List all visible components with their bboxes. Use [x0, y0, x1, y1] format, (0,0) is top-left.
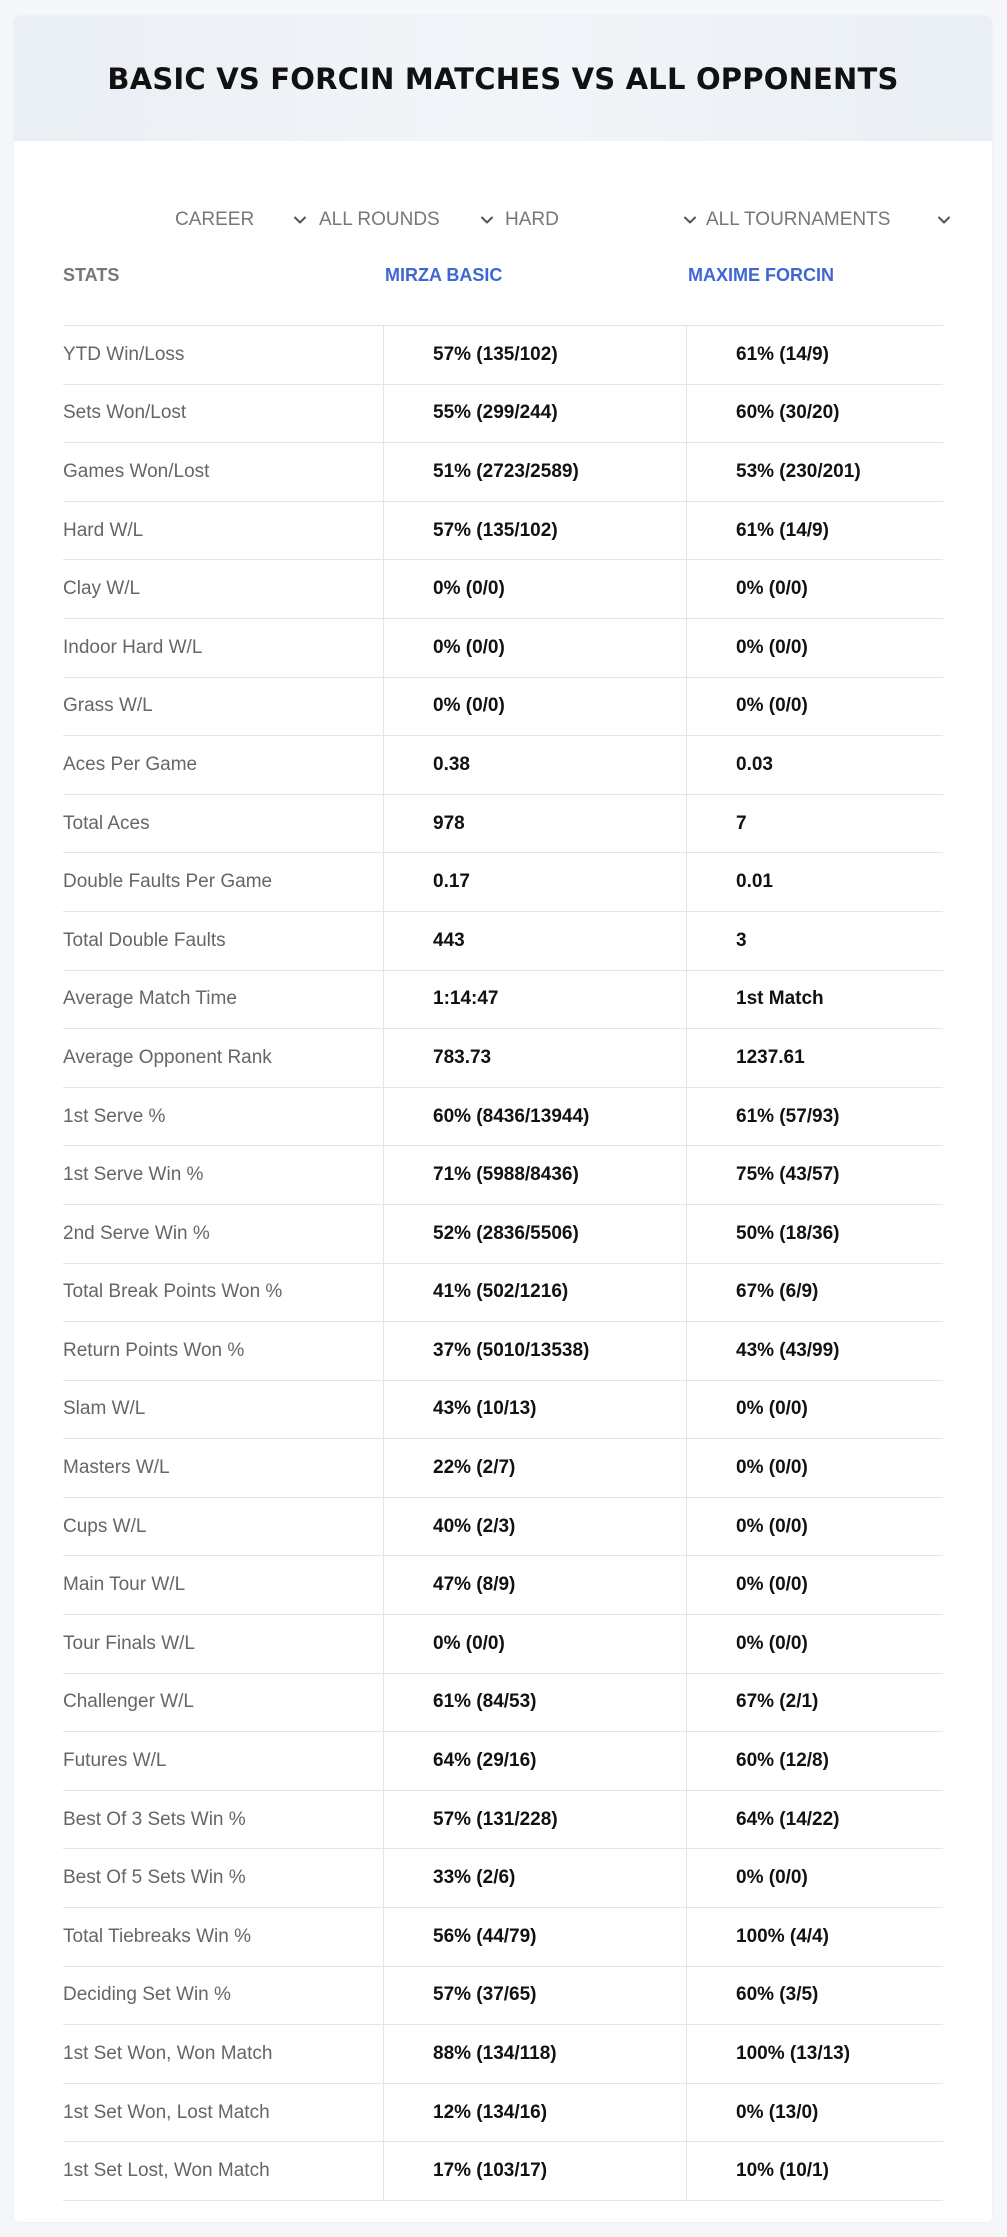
rounds-filter-dropdown[interactable]	[319, 192, 497, 248]
stat-label: 2nd Serve Win %	[63, 1222, 210, 1244]
player1-value: 978	[383, 795, 686, 853]
table-row	[63, 736, 943, 795]
player2-value: 67% (6/9)	[686, 1264, 943, 1322]
player1-value: 52% (2836/5506)	[383, 1205, 686, 1263]
table-row	[63, 1381, 943, 1440]
player2-value: 0% (0/0)	[686, 619, 943, 677]
player1-value: 12% (134/16)	[383, 2084, 686, 2142]
player2-value: 61% (57/93)	[686, 1088, 943, 1146]
player2-value: 67% (2/1)	[686, 1674, 943, 1732]
player1-value: 1:14:47	[383, 971, 686, 1029]
column-header-stats: STATS	[63, 265, 120, 285]
career-filter-label: CAREER	[175, 209, 255, 230]
table-body	[63, 326, 943, 2201]
player2-value: 0% (0/0)	[686, 1439, 943, 1497]
table-row	[63, 1674, 943, 1733]
player1-value: 40% (2/3)	[383, 1498, 686, 1556]
player2-value: 60% (30/20)	[686, 385, 943, 443]
player2-value: 100% (13/13)	[686, 2025, 943, 2083]
table-row	[63, 560, 943, 619]
table-row	[63, 502, 943, 561]
player1-value: 47% (8/9)	[383, 1556, 686, 1614]
stat-label: Masters W/L	[63, 1457, 170, 1479]
stat-label: Return Points Won %	[63, 1339, 245, 1361]
player1-value: 0% (0/0)	[383, 678, 686, 736]
player2-value: 100% (4/4)	[686, 1908, 943, 1966]
stat-label: YTD Win/Loss	[63, 343, 185, 365]
player1-value: 0% (0/0)	[383, 619, 686, 677]
stat-label: Best Of 5 Sets Win %	[63, 1867, 246, 1889]
column-header-player2[interactable]: MAXIME FORCIN	[688, 265, 834, 285]
player1-value: 56% (44/79)	[383, 1908, 686, 1966]
player1-value: 0.38	[383, 736, 686, 794]
player1-value: 57% (135/102)	[383, 502, 686, 560]
stat-label: 1st Set Won, Won Match	[63, 2043, 273, 2065]
player2-value: 10% (10/1)	[686, 2142, 943, 2200]
player2-value: 0% (0/0)	[686, 1556, 943, 1614]
player2-value: 50% (18/36)	[686, 1205, 943, 1263]
player1-value: 0% (0/0)	[383, 560, 686, 618]
chevron-down-icon	[936, 212, 952, 228]
filter-bar	[14, 192, 992, 248]
stat-label: Total Double Faults	[63, 929, 226, 951]
player1-value: 43% (10/13)	[383, 1381, 686, 1439]
player2-value: 75% (43/57)	[686, 1146, 943, 1204]
player2-value: 0.01	[686, 853, 943, 911]
table-row	[63, 795, 943, 854]
player1-value: 64% (29/16)	[383, 1732, 686, 1790]
player2-value: 53% (230/201)	[686, 443, 943, 501]
stat-label: Sets Won/Lost	[63, 402, 187, 424]
career-filter-dropdown[interactable]	[175, 192, 310, 248]
stat-label: Total Break Points Won %	[63, 1281, 283, 1303]
player1-value: 57% (37/65)	[383, 1967, 686, 2025]
table-row	[63, 1088, 943, 1147]
column-header-player1[interactable]: MIRZA BASIC	[385, 265, 503, 285]
table-row	[63, 619, 943, 678]
player2-value: 0% (0/0)	[686, 1498, 943, 1556]
player2-value: 64% (14/22)	[686, 1791, 943, 1849]
stat-label: Average Opponent Rank	[63, 1046, 272, 1068]
table-row	[63, 1029, 943, 1088]
player2-value: 0.03	[686, 736, 943, 794]
stat-label: 1st Serve %	[63, 1105, 166, 1127]
stat-label: Deciding Set Win %	[63, 1984, 231, 2006]
player1-value: 51% (2723/2589)	[383, 443, 686, 501]
player2-value: 1237.61	[686, 1029, 943, 1087]
stat-label: Tour Finals W/L	[63, 1632, 195, 1654]
player1-value: 37% (5010/13538)	[383, 1322, 686, 1380]
player1-value: 55% (299/244)	[383, 385, 686, 443]
table-row	[63, 678, 943, 737]
player1-value: 22% (2/7)	[383, 1439, 686, 1497]
stat-label: Average Match Time	[63, 988, 237, 1010]
table-row	[63, 1791, 943, 1850]
player2-value: 60% (3/5)	[686, 1967, 943, 2025]
player1-value: 71% (5988/8436)	[383, 1146, 686, 1204]
stats-card	[14, 16, 992, 2222]
table-row	[63, 1849, 943, 1908]
stat-label: Aces Per Game	[63, 753, 198, 775]
table-row	[63, 1967, 943, 2026]
table-row	[63, 443, 943, 502]
player2-value: 0% (0/0)	[686, 678, 943, 736]
stat-label: Main Tour W/L	[63, 1574, 186, 1596]
chevron-down-icon	[479, 212, 495, 228]
stat-label: Games Won/Lost	[63, 460, 210, 482]
table-row	[63, 1615, 943, 1674]
player2-value: 61% (14/9)	[686, 502, 943, 560]
player1-value: 17% (103/17)	[383, 2142, 686, 2200]
table-row	[63, 1556, 943, 1615]
player2-value: 43% (43/99)	[686, 1322, 943, 1380]
stat-label: Hard W/L	[63, 519, 144, 541]
stat-label: Total Aces	[63, 812, 150, 834]
player2-value: 0% (0/0)	[686, 1849, 943, 1907]
player1-value: 88% (134/118)	[383, 2025, 686, 2083]
stat-label: Clay W/L	[63, 578, 141, 600]
player1-value: 783.73	[383, 1029, 686, 1087]
table-row	[63, 2142, 943, 2201]
table-row	[63, 912, 943, 971]
table-row	[63, 1732, 943, 1791]
stat-label: Challenger W/L	[63, 1691, 194, 1713]
table-header	[63, 247, 943, 326]
table-row	[63, 1146, 943, 1205]
player2-value: 0% (0/0)	[686, 1615, 943, 1673]
tournament-filter-dropdown[interactable]	[706, 192, 954, 248]
player2-value: 3	[686, 912, 943, 970]
rounds-filter-label: ALL ROUNDS	[319, 209, 440, 230]
player1-value: 443	[383, 912, 686, 970]
player1-value: 41% (502/1216)	[383, 1264, 686, 1322]
player1-value: 57% (131/228)	[383, 1791, 686, 1849]
table-row	[63, 1264, 943, 1323]
stat-label: Total Tiebreaks Win %	[63, 1925, 251, 1947]
table-row	[63, 971, 943, 1030]
table-row	[63, 1498, 943, 1557]
stats-table	[63, 247, 943, 2201]
surface-filter-label: HARD	[505, 209, 559, 230]
surface-filter-dropdown[interactable]	[505, 192, 700, 248]
chevron-down-icon	[292, 212, 308, 228]
chevron-down-icon	[682, 212, 698, 228]
tournament-filter-label: ALL TOURNAMENTS	[706, 209, 891, 230]
table-row	[63, 385, 943, 444]
stat-label: Futures W/L	[63, 1750, 167, 1772]
stat-label: Indoor Hard W/L	[63, 636, 203, 658]
page-title: BASIC VS FORCIN MATCHES VS ALL OPPONENTS	[107, 61, 899, 96]
player1-value: 61% (84/53)	[383, 1674, 686, 1732]
table-row	[63, 1205, 943, 1264]
player1-value: 60% (8436/13944)	[383, 1088, 686, 1146]
player2-value: 0% (13/0)	[686, 2084, 943, 2142]
player1-value: 57% (135/102)	[383, 326, 686, 384]
player2-value: 0% (0/0)	[686, 1381, 943, 1439]
table-row	[63, 1439, 943, 1498]
stat-label: Best Of 3 Sets Win %	[63, 1808, 246, 1830]
player1-value: 0.17	[383, 853, 686, 911]
stat-label: Cups W/L	[63, 1515, 147, 1537]
player2-value: 60% (12/8)	[686, 1732, 943, 1790]
stat-label: Slam W/L	[63, 1398, 146, 1420]
table-row	[63, 2084, 943, 2143]
player1-value: 0% (0/0)	[383, 1615, 686, 1673]
table-row	[63, 853, 943, 912]
stat-label: 1st Serve Win %	[63, 1164, 204, 1186]
stat-label: Double Faults Per Game	[63, 871, 273, 893]
table-row	[63, 326, 943, 385]
player1-value: 33% (2/6)	[383, 1849, 686, 1907]
stat-label: 1st Set Lost, Won Match	[63, 2160, 270, 2182]
stat-label: 1st Set Won, Lost Match	[63, 2101, 270, 2123]
player2-value: 7	[686, 795, 943, 853]
player2-value: 61% (14/9)	[686, 326, 943, 384]
table-row	[63, 2025, 943, 2084]
stat-label: Grass W/L	[63, 695, 153, 717]
table-row	[63, 1322, 943, 1381]
player2-value: 1st Match	[686, 971, 943, 1029]
table-row	[63, 1908, 943, 1967]
card-header	[14, 16, 992, 141]
player2-value: 0% (0/0)	[686, 560, 943, 618]
